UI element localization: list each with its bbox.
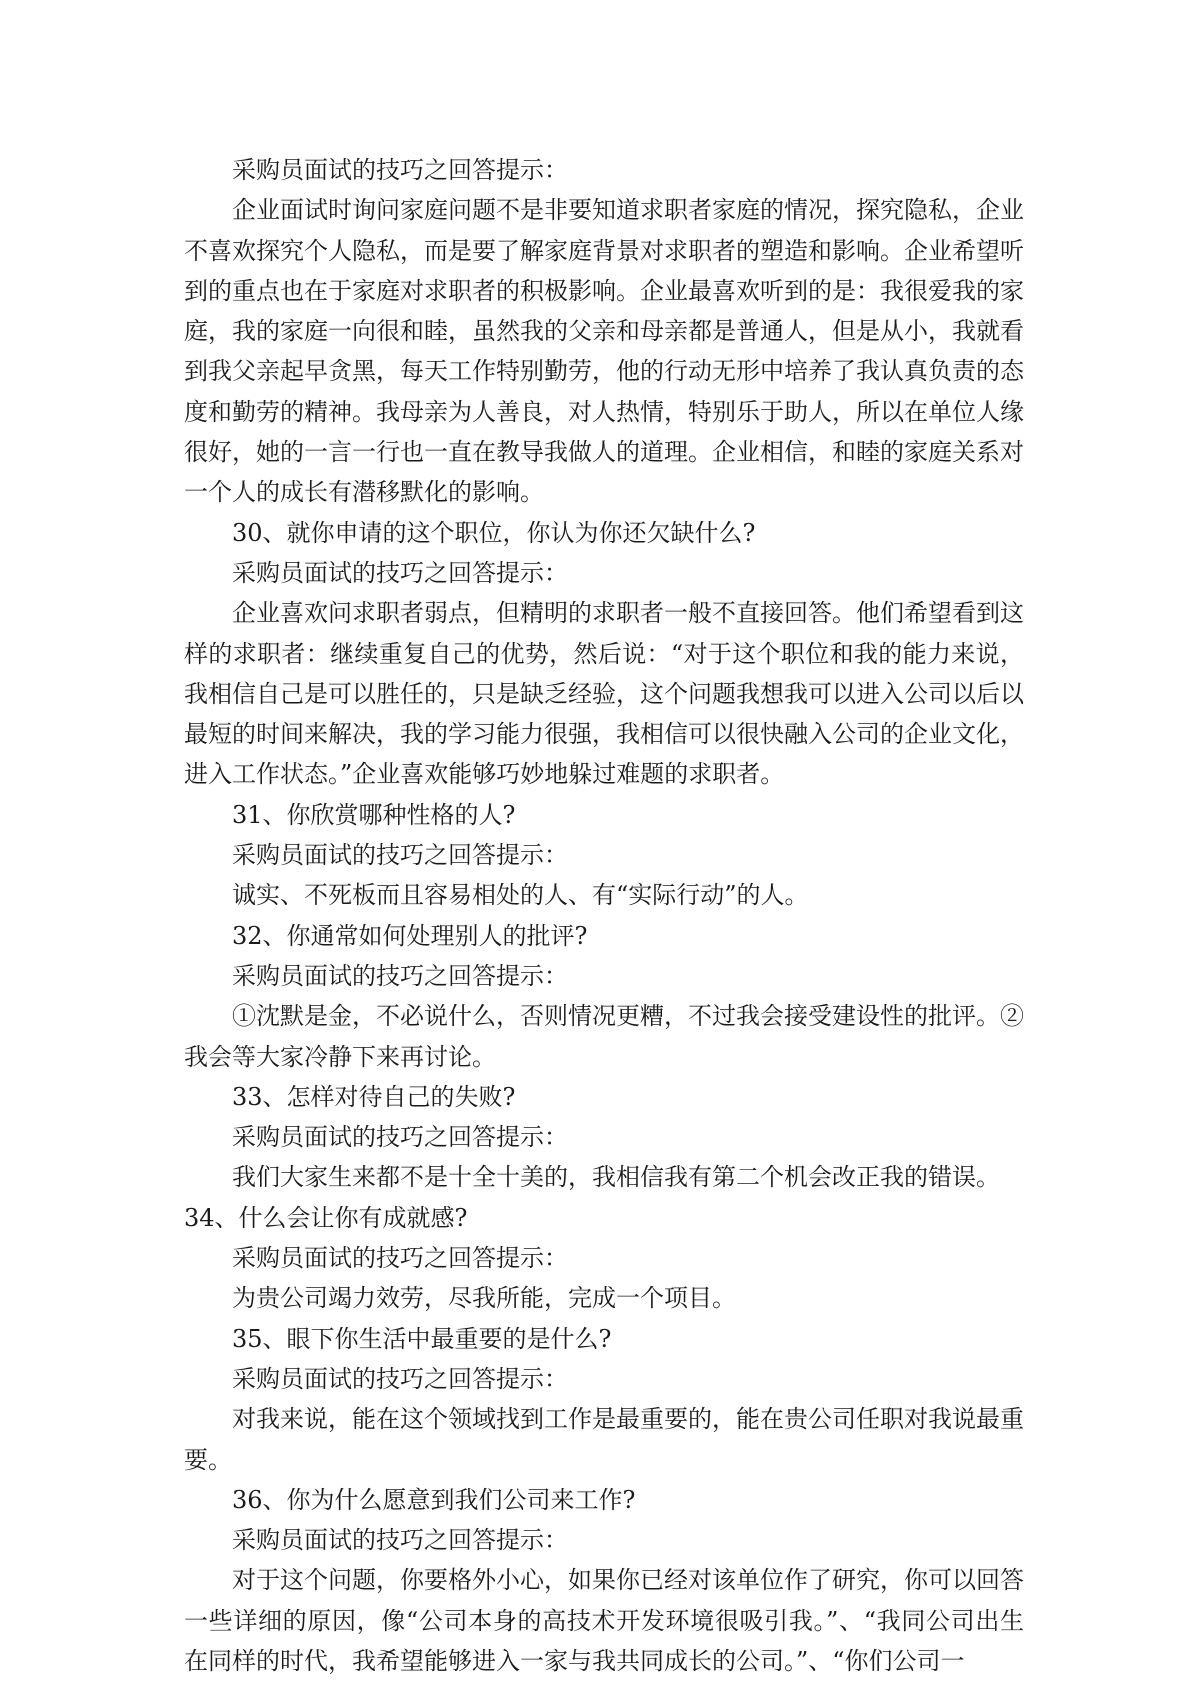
paragraph: 采购员面试的技巧之回答提示： <box>232 1526 568 1555</box>
paragraph: 对我来说，能在这个领域找到工作是最重要的，能在贵公司任职对我说最重要。 <box>184 1405 1024 1474</box>
paragraph: 32、你通常如何处理别人的批评? <box>232 921 588 950</box>
paragraph: 对于这个问题，你要格外小心，如果你已经对该单位作了研究，你可以回答一些详细的原因，像“公司本身的高技术开发环境很吸引我。”、“我同公司出生在同样的时代，我希望能够进入一家与我共同成长的公司。”、“你们公司一 <box>184 1566 1024 1675</box>
paragraph: 诚实、不死板而且容易相处的人、有“实际行动”的人。 <box>232 881 809 910</box>
paragraph: 为贵公司竭力效劳，尽我所能，完成一个项目。 <box>232 1284 736 1313</box>
paragraph: 35、眼下你生活中最重要的是什么? <box>232 1324 612 1353</box>
paragraph: 采购员面试的技巧之回答提示： <box>232 558 568 587</box>
paragraph: 34、什么会让你有成就感? <box>184 1203 468 1232</box>
paragraph: 采购员面试的技巧之回答提示： <box>232 961 568 990</box>
paragraph: 36、你为什么愿意到我们公司来工作? <box>232 1485 636 1514</box>
paragraph: 30、就你申请的这个职位，你认为你还欠缺什么? <box>232 518 756 547</box>
paragraph: 33、怎样对待自己的失败? <box>232 1082 516 1111</box>
paragraph: 采购员面试的技巧之回答提示： <box>232 1123 568 1152</box>
paragraph: 采购员面试的技巧之回答提示： <box>232 1364 568 1393</box>
paragraph: 企业面试时询问家庭问题不是非要知道求职者家庭的情况，探究隐私，企业不喜欢探究个人隐私，而是要了解家庭背景对求职者的塑造和影响。企业希望听到的重点也在于家庭对求职者的积极影响。企业最喜欢听到的是：我很爱我的家庭，我的家庭一向很和睦，虽然我的父亲和母亲都是普通人，但是从小，我就看到我父亲起早贪黑，每天工作特别勤劳，他的行动无形中培养了我认真负责的态度和勤劳的精神。我母亲为人善良，对人热情，特别乐于助人，所以在单位人缘很好，她的一言一行也一直在教导我做人的道理。企业相信，和睦的家庭关系对一个人的成长有潜移默化的影响。 <box>184 196 1024 507</box>
paragraph: 企业喜欢问求职者弱点，但精明的求职者一般不直接回答。他们希望看到这样的求职者：继续重复自己的优势，然后说：“对于这个职位和我的能力来说，我相信自己是可以胜任的，只是缺乏经验，这个问题我想我可以进入公司以后以最短的时间来解决，我的学习能力很强，我相信可以很快融入公司的企业文化，进入工作状态。”企业喜欢能够巧妙地躲过难题的求职者。 <box>184 599 1024 789</box>
paragraph: 我们大家生来都不是十全十美的，我相信我有第二个机会改正我的错误。 <box>232 1163 1000 1192</box>
paragraph: 31、你欣赏哪种性格的人? <box>232 800 516 829</box>
paragraph: 采购员面试的技巧之回答提示： <box>232 156 568 184</box>
paragraph: 采购员面试的技巧之回答提示： <box>232 841 568 870</box>
paragraph: ①沈默是金，不必说什么，否则情况更糟，不过我会接受建设性的批评。②我会等大家冷静下来再讨论。 <box>184 1002 1024 1071</box>
paragraph: 采购员面试的技巧之回答提示： <box>232 1244 568 1273</box>
document-body <box>184 150 1024 1681</box>
